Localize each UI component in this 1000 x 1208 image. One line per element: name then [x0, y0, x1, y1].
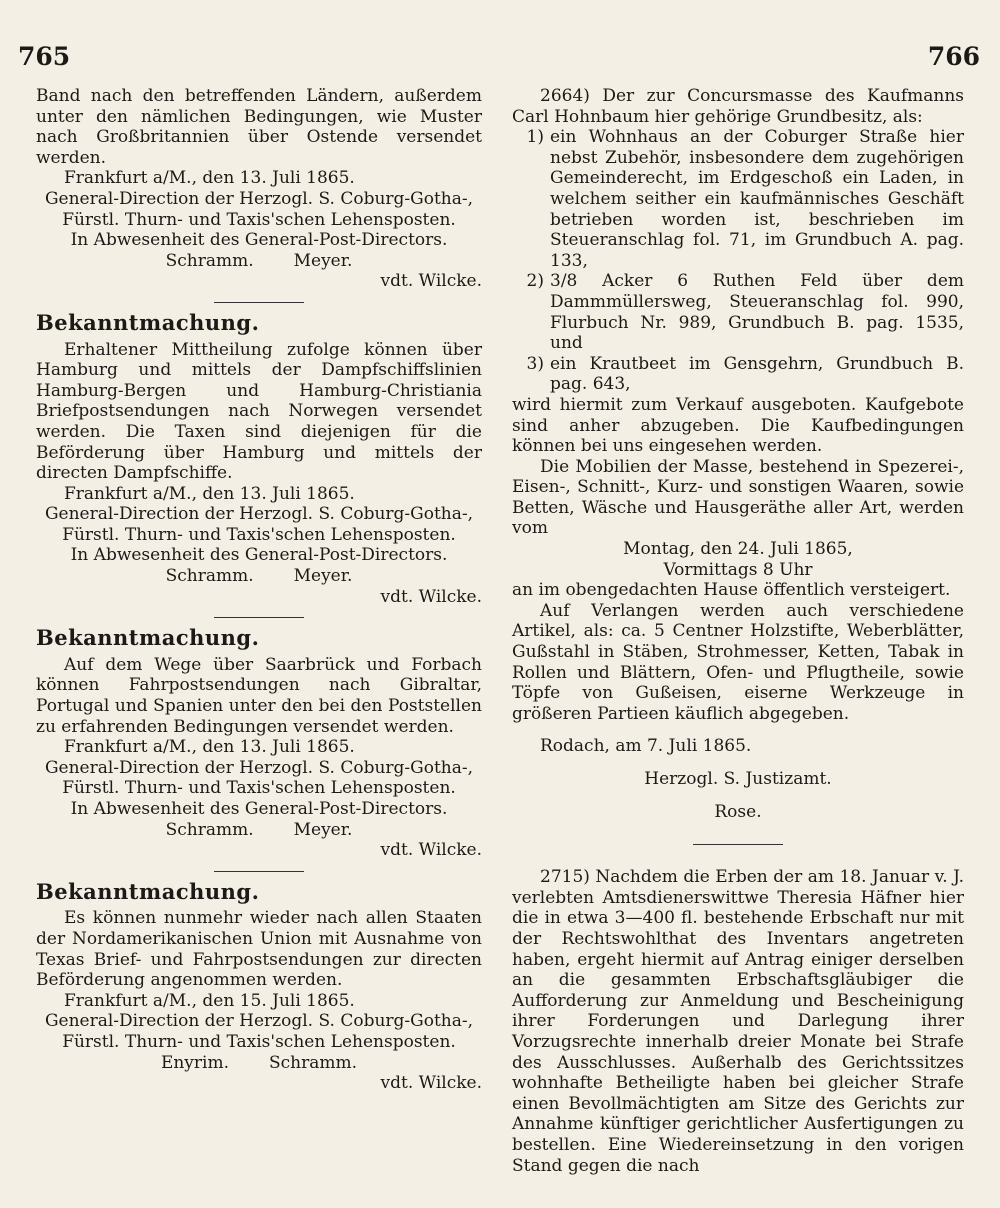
list-text: ein Krautbeet im Gensgehrn, Grundbuch B. pag. 643, [550, 353, 964, 395]
notice-3-vdt: vdt. Wilcke. [380, 840, 482, 861]
separator-rule [214, 302, 304, 303]
notice-4-title: Bekanntmachung. [36, 878, 260, 904]
list-item [512, 127, 964, 271]
page-number-left: 765 [18, 42, 71, 71]
auction-time: Vormittags 8 Uhr [663, 559, 813, 580]
separator-rule [693, 844, 783, 845]
list-number: 3) [526, 353, 544, 374]
notice-1-authority-2: Fürstl. Thurn- und Taxis'schen Lehensposten. [62, 209, 456, 230]
notice-2-signatures [36, 566, 482, 587]
notice-3-body: Auf dem Wege über Saarbrück und Forbach können Fahrpostsendungen nach Gibraltar, Portugal und Spanien unter den bei den Poststellen zu erfahrenden Bedingungen versendet werden. [36, 654, 482, 737]
notice-1-absence: In Abwesenheit des General-Post-Directors. [70, 230, 448, 251]
ad-2664-auction: an im obengedachten Hause öffentlich versteigert. [512, 580, 951, 601]
list-item [512, 354, 964, 395]
continued-paragraph: Band nach den betreffenden Ländern, außerdem unter den nämlichen Bedingungen, wie Muster nach Großbritannien über Ostende versendet werden. [36, 86, 482, 168]
ad-2664-signature: Rose. [714, 801, 762, 822]
ad-2664-offer: wird hiermit zum Verkauf ausgeboten. Kaufgebote sind anher abzugeben. Die Kaufbedingungen können bei uns eingesehen werden. [512, 394, 964, 457]
notice-2-authority: General-Direction der Herzogl. S. Coburg-Gotha-, [44, 504, 474, 525]
notice-1-signatures [36, 251, 482, 272]
ad-2664-articles: Auf Verlangen werden auch verschiedene Artikel, als: ca. 5 Centner Holzstifte, Weberblätter, Gußstahl in Stäben, Strohmesser, Ketten, Tabak in Rollen und Blättern, Ofen- und Pflugtheile, sowie Töpfe von Gußeisen, eiserne Werkzeuge in größeren Partieen käuflich abgegeben. [512, 600, 964, 724]
notice-4-vdt: vdt. Wilcke. [380, 1073, 482, 1094]
list-number: 2) [526, 271, 544, 292]
signature-name: Schramm. [165, 566, 254, 587]
signature-name: Schramm. [165, 819, 254, 840]
notice-2-authority-2: Fürstl. Thurn- und Taxis'schen Lehensposten. [62, 524, 456, 545]
signature-name: Meyer. [293, 566, 353, 587]
notice-4-authority: General-Direction der Herzogl. S. Coburg-Gotha-, [44, 1011, 474, 1032]
right-column [512, 86, 964, 1176]
separator-rule [214, 617, 304, 618]
notice-3-title: Bekanntmachung. [36, 625, 260, 651]
notice-3-date: Frankfurt a/M., den 13. Juli 1865. [64, 737, 355, 758]
signature-name: Schramm. [165, 250, 254, 271]
signature-name: Schramm. [269, 1052, 358, 1073]
notice-2-title: Bekanntmachung. [36, 309, 260, 335]
notice-3-signatures [36, 820, 482, 841]
ad-2715-body: 2715) Nachdem die Erben der am 18. Januar v. J. verlebten Amtsdienerswittwe Theresia Häfner hier die in etwa 3—400 fl. bestehende Erbschaft nur mit der Rechtswohlthat des Inventars angetreten haben, ergeht hiermit auf Antrag einiger derselben an die gesammten Erbschaftsgläubiger die Aufforderung zur Anmeldung und Bescheinigung ihrer Forderungen und Darlegung ihrer Vorzugsrechte innerhalb dreier Monate bei Strafe des Ausschlusses. Außerhalb des Gerichtssitzes wohnhafte Betheiligte haben bei gleicher Strafe einen Bevollmächtigten am Sitze des Gerichts zur Annahme künftiger gerichtlicher Ausfertigungen zu bestellen. Eine Wiedereinsetzung in den vorigen Stand gegen die nach [512, 867, 964, 1176]
auction-date: Montag, den 24. Juli 1865, [623, 539, 853, 560]
notice-2-vdt: vdt. Wilcke. [380, 586, 482, 607]
notice-1-vdt: vdt. Wilcke. [380, 271, 482, 292]
page-number-right: 766 [927, 42, 980, 71]
ad-2664-place-date: Rodach, am 7. Juli 1865. [540, 736, 752, 757]
list-item [512, 271, 964, 353]
notice-4-signatures [36, 1053, 482, 1074]
list-text: 3/8 Acker 6 Ruthen Feld über dem Dammmüllersweg, Steueranschlag fol. 990, Flurbuch Nr. 989, Grundbuch B. pag. 1535, und [550, 271, 964, 354]
notice-2-absence: In Abwesenheit des General-Post-Directors. [70, 545, 448, 566]
notice-3-authority: General-Direction der Herzogl. S. Coburg-Gotha-, [44, 757, 474, 778]
ad-2664-intro: 2664) Der zur Concursmasse des Kaufmanns Carl Hohnbaum hier gehörige Grundbesitz, als: [512, 86, 964, 127]
ad-2664-movables: Die Mobilien der Masse, bestehend in Spezerei-, Eisen-, Schnitt-, Kurz- und sonstigen Waaren, sowie Betten, Wäsche und Hausgeräthe aller Art, werden vom [512, 456, 964, 539]
notice-3-authority-2: Fürstl. Thurn- und Taxis'schen Lehensposten. [62, 778, 456, 799]
list-number: 1) [526, 127, 544, 148]
ad-2664-office: Herzogl. S. Justizamt. [644, 769, 832, 789]
separator-rule [214, 871, 304, 872]
signature-name: Meyer. [293, 250, 353, 271]
signature-name: Meyer. [293, 819, 353, 840]
notice-2-date: Frankfurt a/M., den 13. Juli 1865. [64, 483, 355, 504]
notice-4-body: Es können nunmehr wieder nach allen Staaten der Nordamerikanischen Union mit Ausnahme von Texas Brief- und Fahrpostsendungen zur directen Beförderung angenommen werden. [36, 908, 482, 991]
notice-4-date: Frankfurt a/M., den 15. Juli 1865. [64, 990, 355, 1011]
notice-4-authority-2: Fürstl. Thurn- und Taxis'schen Lehensposten. [62, 1031, 456, 1052]
list-text: ein Wohnhaus an der Coburger Straße hier nebst Zubehör, insbesondere dem zugehörigen Gemeinderecht, im Erdgeschoß ein Laden, in welchem seither ein kaufmännisches Geschäft betrieben worden ist, beschrieben im Steueranschlag fol. 71, im Grundbuch A. pag. 133, [550, 127, 964, 271]
signature-name: Enyrim. [160, 1052, 230, 1073]
notice-1-authority: General-Direction der Herzogl. S. Coburg-Gotha-, [44, 188, 474, 209]
notice-3-absence: In Abwesenheit des General-Post-Directors. [70, 799, 448, 819]
notice-2-body: Erhaltener Mittheilung zufolge können über Hamburg und mittels der Dampfschiffslinien Hamburg-Bergen und Hamburg-Christiania Briefpostsendungen nach Norwegen versendet werden. Die Taxen sind diejenigen für die Beförderung über Hamburg und mittels der directen Dampfschiffe. [36, 339, 482, 484]
notice-1-date: Frankfurt a/M., den 13. Juli 1865. [64, 168, 355, 189]
left-column [36, 86, 482, 1094]
